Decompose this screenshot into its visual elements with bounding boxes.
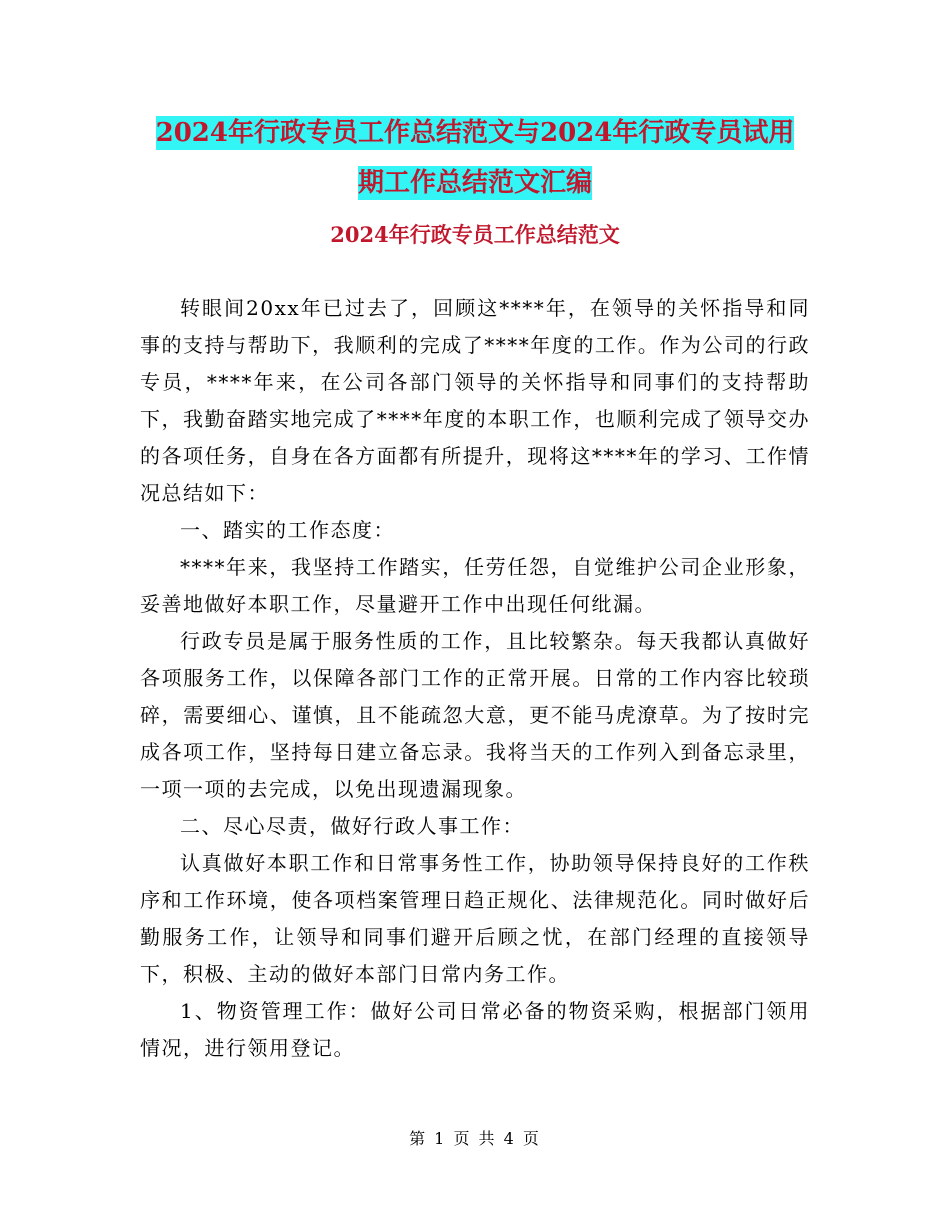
- document-body: [140, 290, 810, 1067]
- paragraph-intro: 转眼间20xx年已过去了，回顾这****年，在领导的关怀指导和同事的支持与帮助下，我顺利的完成了****年度的工作。作为公司的行政专员，****年来，在公司各部门领导的关怀指导和同事们的支持帮助下，我勤奋踏实地完成了****年度的本职工作，也顺利完成了领导交办的各项任务，自身在各方面都有所提升，现将这****年的学习、工作情况总结如下：: [140, 296, 810, 505]
- title-line-2: 期工作总结范文汇编: [357, 168, 592, 198]
- paragraph-work-attitude: ****年来，我坚持工作踏实，任劳任怨，自觉维护公司企业形象，妥善地做好本职工作，尽量避开工作中出现任何纰漏。: [140, 555, 810, 616]
- heading-admin-hr: 二、尽心尽责，做好行政人事工作：: [180, 814, 524, 838]
- heading-work-attitude: 一、踏实的工作态度：: [180, 518, 395, 542]
- paragraph-admin-hr: 认真做好本职工作和日常事务性工作，协助领导保持良好的工作秩序和工作环境，使各项档案管理日趋正规化、法律规范化。同时做好后勤服务工作，让领导和同事们避开后顾之忧，在部门经理的直接领导下，积极、主动的做好本部门日常内务工作。: [140, 851, 810, 986]
- page-footer: 第 1 页 共 4 页: [409, 1129, 541, 1148]
- title-line-1: 2024年行政专员工作总结范文与2024年行政专员试用: [155, 118, 795, 148]
- paragraph-service-work: 行政专员是属于服务性质的工作，且比较繁杂。每天我都认真做好各项服务工作，以保障各部门工作的正常开展。日常的工作内容比较琐碎，需要细心、谨慎，且不能疏忽大意，更不能马虎潦草。为了按时完成各项工作，坚持每日建立备忘录。我将当天的工作列入到备忘录里，一项一项的去完成，以免出现遗漏现象。: [140, 629, 810, 801]
- section-title: 2024年行政专员工作总结范文: [330, 222, 620, 247]
- paragraph-material-management: 1、物资管理工作：做好公司日常必备的物资采购，根据部门领用情况，进行领用登记。: [140, 999, 810, 1060]
- document-title: [140, 108, 810, 208]
